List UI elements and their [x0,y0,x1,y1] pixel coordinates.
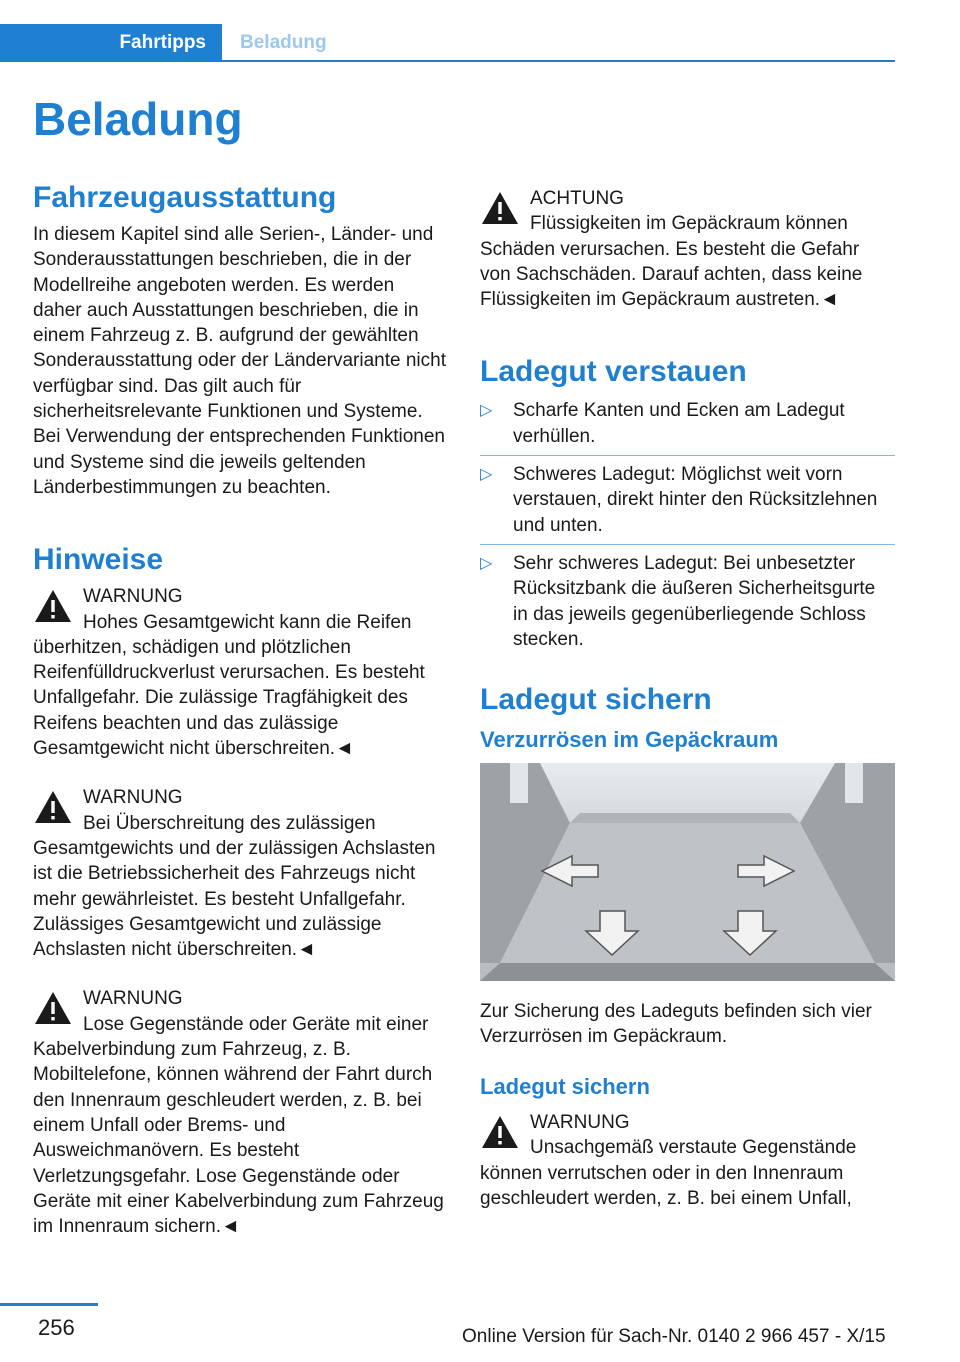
warning-block [33,986,448,1239]
warning-text: Bei Überschreitung des zulässigen Gesamtgewichts und der zulässigen Achslasten ist die Betriebssicherheit des Fahrzeugs nicht mehr gewährleistet. Es besteht Unfallgefahr. Zulässiges Gesamtgewicht und zulässige Achslasten nicht überschreiten.◄ [33,812,436,961]
header-divider [222,60,895,62]
warning-label: WARNUNG [83,787,183,809]
warning-block [480,1110,895,1211]
bullet-list [480,398,895,652]
caution-label: ACHTUNG [530,188,624,209]
warning-label: WARNUNG [83,988,183,1010]
page-title: Beladung [33,93,243,145]
section-title-ladegut-sichern: Ladegut sichern [480,683,712,717]
paragraph-verzurroesen: Zur Sicherung des Ladeguts befinden sich vier Verzurrösen im Gepäckraum. [480,1000,872,1048]
warning-icon [33,588,73,624]
section-title-fahrzeugausstattung: Fahrzeugausstattung [33,181,337,214]
warning-block [33,785,448,962]
footer-online-version: Online Version für Sach-Nr. 0140 2 966 457 - X/15 [462,1326,886,1347]
tab-beladung[interactable]: Beladung [240,32,327,53]
caution-text: Flüssigkeiten im Gepäckraum können Schäden verursachen. Es besteht die Gefahr von Sachschäden. Darauf achten, dass keine Flüssigkeiten im Gepäckraum austreten.◄ [480,213,863,311]
warning-icon [33,990,73,1026]
paragraph-fahrzeugausstattung: In diesem Kapitel sind alle Serien-, Länder- und Sonderausstattungen beschrieben, die in der Modellreihe angeboten werden. Es werden daher auch Ausstattungen beschrieben, die in einem Fahrzeug z. B. aufgrund der gewählten Sonderausstattung oder der Ländervariante nicht verfügbar sind. Das gilt auch für sicherheitsrelevante Funktionen und Systeme. Bei Verwendung der entsprechenden Funktionen und Systeme sind die jeweils geltenden Länderbestimmungen zu beachten. [33,224,446,498]
section-title-ladegut-verstauen: Ladegut verstauen [480,355,747,389]
list-item: ▷ Sehr schweres Ladegut: Bei unbesetzter Rücksitzbank die äußeren Sicherheitsgurte in das jeweils gegenüberliegende Schloss stecken. [480,552,876,650]
footer-divider [0,1303,98,1306]
triangle-bullet-icon: ▷ [480,554,493,572]
warning-text: Hohes Gesamtgewicht kann die Reifen überhitzen, schädigen und plötzlichen Reifenfülldruckverlust verursachen. Es besteht Unfallgefahr. Die zulässige Tragfähigkeit des Reifens beachten und das zulässige Gesamtgewicht nicht überschreiten.◄ [33,611,425,760]
list-item: ▷ Scharfe Kanten und Ecken am Ladegut verhüllen. [480,398,895,456]
trunk-photo [480,763,895,981]
warning-icon [480,190,520,226]
subsection-title-verzurroesen: Verzurrösen im Gepäckraum [480,727,779,753]
tab-fahrtipps[interactable]: Fahrtipps [0,24,222,62]
warning-text: Unsachgemäß verstaute Gegenstände können verrutschen oder in den Innenraum geschleudert werden, z. B. bei einem Unfall, [480,1137,857,1209]
subsection-title-ladegut-sichern: Ladegut sichern [480,1074,650,1100]
header-tabbar [0,24,895,62]
caution-block [480,186,895,312]
warning-block [33,584,448,761]
warning-icon [480,1114,520,1150]
left-column [33,180,448,1239]
warning-label: WARNUNG [530,1111,630,1133]
warning-label: WARNUNG [83,586,183,608]
page-number: 256 [38,1315,75,1340]
warning-icon [33,789,73,825]
list-item: ▷ Schweres Ladegut: Möglichst weit vorn verstauen, direkt hinter den Rücksitzlehnen und unten. [480,462,895,545]
triangle-bullet-icon: ▷ [480,402,493,420]
triangle-bullet-icon: ▷ [480,466,493,484]
right-column [480,186,895,1211]
section-title-hinweise: Hinweise [33,543,164,577]
warning-text: Lose Gegenstände oder Geräte mit einer Kabelverbindung zum Fahrzeug, z. B. Mobiltelefone, können während der Fahrt durch den Innenraum geschleudert werden, z. B. bei einem Unfall oder Brems- und Ausweichmanövern. Es besteht Verletzungsgefahr. Lose Gegenstände oder Geräte mit einer Kabelverbindung zum Fahrzeug im Innenraum sichern.◄ [33,1013,444,1238]
trunk-illustration [480,763,895,981]
